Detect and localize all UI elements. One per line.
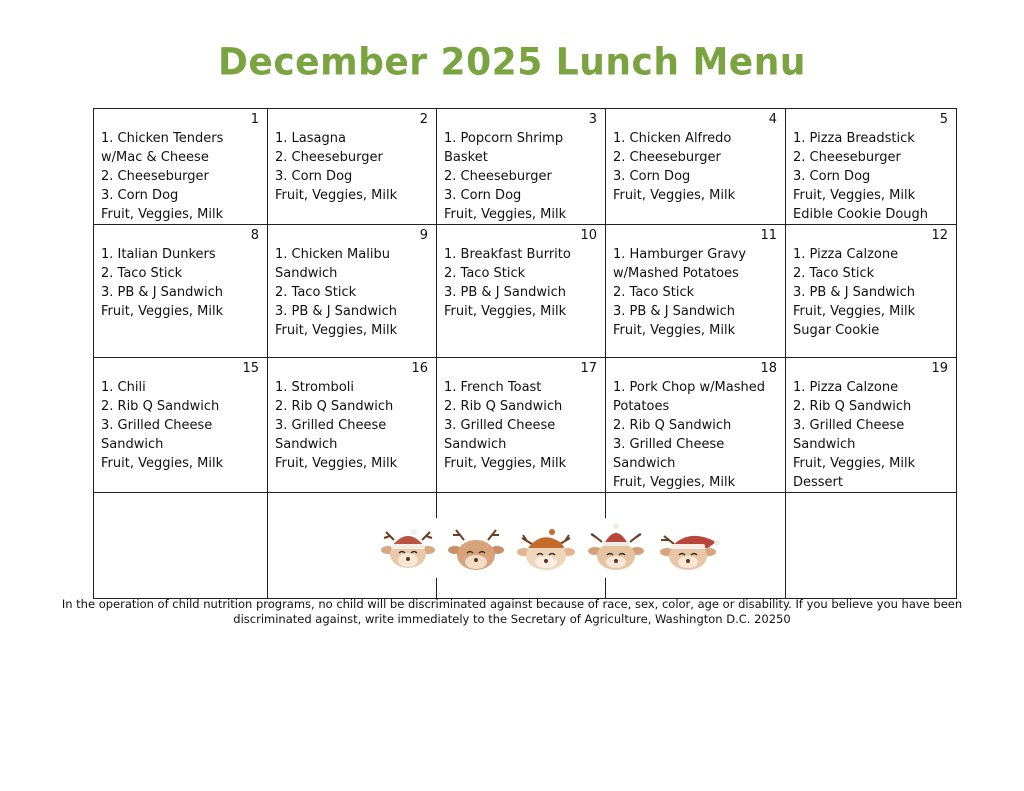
menu-item: 3. PB & J Sandwich: [275, 304, 398, 319]
day-cell: [437, 358, 606, 493]
menu-item: Fruit, Veggies, Milk: [613, 475, 736, 490]
menu-item: 1. Hamburger Gravy: [613, 247, 747, 262]
menu-item: 1. Pizza Breadstick: [793, 131, 915, 146]
menu-item: Basket: [444, 150, 488, 165]
menu-item: 3. PB & J Sandwich: [444, 285, 567, 300]
day-number: 4: [768, 112, 777, 127]
calendar-week-row: [94, 358, 957, 493]
day-number: 15: [242, 361, 259, 376]
day-number: 8: [250, 228, 259, 243]
nondiscrimination-statement: [60, 597, 964, 627]
menu-item: 2. Rib Q Sandwich: [613, 418, 732, 433]
menu-item: 3. Grilled Cheese: [444, 418, 556, 433]
menu-item: 2. Taco Stick: [613, 285, 695, 300]
reindeer-santa-hat-icon: [381, 529, 435, 568]
menu-item: Fruit, Veggies, Milk: [275, 188, 398, 203]
menu-item: Fruit, Veggies, Milk: [793, 304, 916, 319]
day-number: 12: [931, 228, 948, 243]
menu-item: 1. Chicken Tenders: [101, 131, 224, 146]
menu-item: Fruit, Veggies, Milk: [275, 323, 398, 338]
menu-item: 3. PB & J Sandwich: [793, 285, 916, 300]
menu-item: Potatoes: [613, 399, 670, 414]
calendar-week-row: [94, 225, 957, 358]
reindeer-santa-hat-icon: [588, 523, 644, 570]
day-number: 16: [411, 361, 428, 376]
day-number: 17: [580, 361, 597, 376]
menu-item: 3. Corn Dog: [275, 169, 353, 184]
day-cell: [94, 358, 268, 493]
menu-item: 1. Popcorn Shrimp: [444, 131, 564, 146]
menu-item: 1. Stromboli: [275, 380, 354, 395]
menu-item: 1. Pizza Calzone: [793, 247, 899, 262]
day-cell: [268, 358, 437, 493]
day-number: 2: [419, 112, 428, 127]
day-number: 3: [588, 112, 597, 127]
day-cell: [437, 225, 606, 358]
menu-item: 3. PB & J Sandwich: [101, 285, 224, 300]
menu-item: w/Mac & Cheese: [101, 150, 209, 165]
menu-item: Fruit, Veggies, Milk: [613, 323, 736, 338]
menu-item: Fruit, Veggies, Milk: [793, 188, 916, 203]
calendar-week-row: [94, 109, 957, 225]
day-number: 18: [760, 361, 777, 376]
menu-item: w/Mashed Potatoes: [613, 266, 739, 281]
menu-item: 1. Chicken Malibu: [275, 247, 390, 262]
empty-cell: [94, 493, 268, 599]
day-number: 1: [250, 112, 259, 127]
day-cell: [606, 225, 786, 358]
menu-item: Fruit, Veggies, Milk: [275, 456, 398, 471]
menu-item: Fruit, Veggies, Milk: [444, 456, 567, 471]
menu-item: Dessert: [793, 475, 843, 490]
menu-item: Fruit, Veggies, Milk: [444, 304, 567, 319]
menu-item: 3. Grilled Cheese: [793, 418, 905, 433]
menu-item: 2. Cheeseburger: [793, 150, 901, 165]
menu-item: 2. Cheeseburger: [275, 150, 383, 165]
menu-item: 1. Chicken Alfredo: [613, 131, 732, 146]
menu-item: Fruit, Veggies, Milk: [101, 207, 224, 222]
menu-item: Sandwich: [101, 437, 164, 452]
menu-item: Edible Cookie Dough: [793, 207, 929, 222]
page-title: December 2025 Lunch Menu: [218, 40, 806, 85]
day-number: 5: [939, 112, 948, 127]
reindeer-icon: [448, 530, 504, 570]
footer-line-1: In the operation of child nutrition programs, no child will be discriminated against because of race, sex, color, age or disability. If you believe you have been: [61, 597, 963, 611]
day-cell: [268, 225, 437, 358]
day-cell: [606, 109, 786, 225]
menu-item: Fruit, Veggies, Milk: [444, 207, 567, 222]
menu-item: Sandwich: [275, 437, 338, 452]
menu-item: 3. PB & J Sandwich: [613, 304, 736, 319]
menu-item: 2. Taco Stick: [793, 266, 875, 281]
menu-item: 2. Rib Q Sandwich: [444, 399, 563, 414]
day-cell: [786, 109, 957, 225]
menu-item: 2. Taco Stick: [275, 285, 357, 300]
reindeer-row: [376, 518, 732, 578]
day-number: 11: [760, 228, 777, 243]
menu-item: 2. Rib Q Sandwich: [275, 399, 394, 414]
menu-item: 3. Grilled Cheese: [101, 418, 213, 433]
menu-item: 1. Breakfast Burrito: [444, 247, 571, 262]
footer-line-2: discriminated against, write immediately to the Secretary of Agriculture, Washington D.C. 20250: [233, 612, 791, 626]
day-number: 10: [580, 228, 597, 243]
menu-item: 3. Corn Dog: [613, 169, 691, 184]
day-cell: [786, 358, 957, 493]
menu-item: 2. Cheeseburger: [101, 169, 209, 184]
day-cell: [268, 109, 437, 225]
menu-item: 3. Corn Dog: [444, 188, 522, 203]
menu-item: Fruit, Veggies, Milk: [101, 456, 224, 471]
menu-item: 1. Pork Chop w/Mashed: [613, 380, 765, 395]
menu-item: 2. Taco Stick: [101, 266, 183, 281]
menu-item: 1. Pizza Calzone: [793, 380, 899, 395]
menu-item: 3. Corn Dog: [793, 169, 871, 184]
reindeer-decoration: [376, 518, 732, 578]
day-cell: [94, 225, 268, 358]
menu-item: Sugar Cookie: [793, 323, 880, 338]
day-cell: [786, 225, 957, 358]
menu-item: 1. Chili: [101, 380, 146, 395]
menu-item: 3. Grilled Cheese: [613, 437, 725, 452]
menu-item: 2. Cheeseburger: [613, 150, 721, 165]
reindeer-santa-hat-icon: [660, 536, 720, 570]
menu-item: 1. French Toast: [444, 380, 542, 395]
day-cell: [94, 109, 268, 225]
menu-item: Sandwich: [793, 437, 856, 452]
menu-item: Fruit, Veggies, Milk: [101, 304, 224, 319]
day-number: 9: [419, 228, 428, 243]
menu-item: 1. Italian Dunkers: [101, 247, 216, 262]
reindeer-cap-icon: [517, 529, 575, 570]
menu-item: 2. Taco Stick: [444, 266, 526, 281]
menu-item: 3. Corn Dog: [101, 188, 179, 203]
day-cell: [606, 358, 786, 493]
menu-item: Sandwich: [613, 456, 676, 471]
day-number: 19: [931, 361, 948, 376]
menu-item: 2. Cheeseburger: [444, 169, 552, 184]
menu-item: 2. Rib Q Sandwich: [101, 399, 220, 414]
menu-item: Sandwich: [444, 437, 507, 452]
menu-item: Sandwich: [275, 266, 338, 281]
menu-item: Fruit, Veggies, Milk: [613, 188, 736, 203]
menu-item: Fruit, Veggies, Milk: [793, 456, 916, 471]
day-cell: [437, 109, 606, 225]
menu-item: 2. Rib Q Sandwich: [793, 399, 912, 414]
menu-item: 1. Lasagna: [275, 131, 346, 146]
empty-cell: [786, 493, 957, 599]
menu-item: 3. Grilled Cheese: [275, 418, 387, 433]
